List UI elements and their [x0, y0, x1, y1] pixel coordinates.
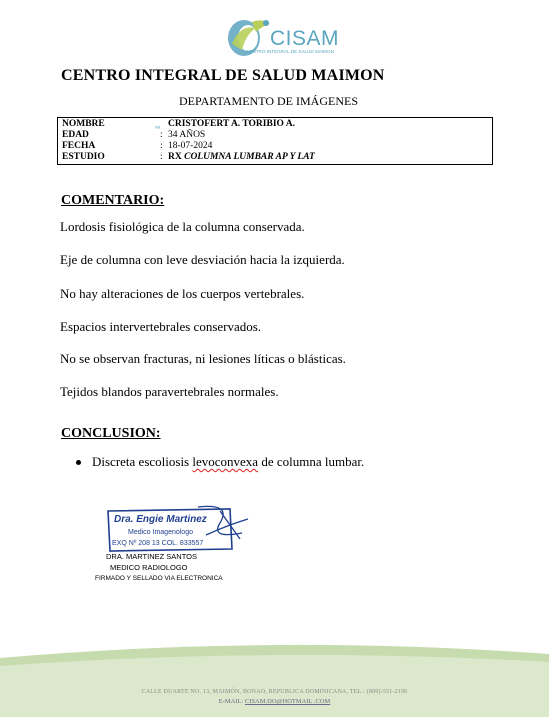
- signature-stamp: [102, 505, 252, 555]
- logo-subtitle: CENTRO INTEGRAL DE SALUD MAIMON: [246, 49, 334, 54]
- name-value: CRISTOFERT A. TORIBIO A.: [168, 119, 295, 129]
- study-prefix: RX: [168, 152, 185, 162]
- email-link[interactable]: CISAM.DO@HOTMAIL .COM: [244, 698, 331, 705]
- footer-wave: [0, 640, 549, 717]
- bullet-text-start: Discreta escoliosis: [92, 454, 193, 469]
- mini-logo-icon: ᵥᵢₐ: [155, 124, 161, 130]
- age-label: EDAD: [62, 130, 89, 140]
- comment-line: Eje de columna con leve desviación hacia la izquierda.: [60, 252, 345, 267]
- age-colon: :: [160, 130, 163, 140]
- comment-line: No se observan fracturas, ni lesiones líticas o blásticas.: [60, 351, 346, 366]
- comment-line: No hay alteraciones de los cuerpos vertebrales.: [60, 286, 305, 301]
- name-label: NOMBRE: [62, 119, 105, 129]
- date-colon: :: [160, 141, 163, 151]
- date-value: 18-07-2024: [168, 141, 213, 151]
- department-subtitle: DEPARTAMENTO DE IMÁGENES: [179, 94, 358, 108]
- study-colon: :: [160, 152, 163, 162]
- signer-name: DRA. MARTINEZ SANTOS: [106, 552, 197, 561]
- signer-title: MEDICO RADIOLOGO: [110, 563, 188, 572]
- stamp-role: Medico Imagenologo: [128, 529, 193, 536]
- email-label: E-MAIL:: [218, 698, 245, 705]
- stamp-exequatur: EXQ Nº 208 13 COL. 833557: [112, 540, 204, 547]
- bullet-text-end: de columna lumbar.: [258, 454, 365, 469]
- date-label: FECHA: [62, 141, 96, 151]
- study-value: [168, 152, 315, 163]
- conclusion-heading: CONCLUSION:: [61, 426, 161, 441]
- comment-line: Tejidos blandos paravertebrales normales.: [60, 384, 279, 399]
- comment-heading: COMENTARIO:: [61, 193, 165, 208]
- signed-note: FIRMADO Y SELLADO VIA ELECTRONICA: [95, 575, 223, 582]
- spellcheck-flagged-word: levoconvexa: [192, 454, 259, 469]
- bullet-icon: [76, 460, 81, 465]
- patient-info-box: [57, 117, 493, 165]
- comment-line: Lordosis fisiológica de la columna conservada.: [60, 219, 305, 234]
- comment-line: Espacios intervertebrales conservados.: [60, 319, 262, 334]
- footer-email-line: [0, 698, 549, 705]
- stamp-name: Dra. Engie Martinez: [114, 514, 207, 525]
- institution-title: CENTRO INTEGRAL DE SALUD MAIMON: [61, 67, 385, 84]
- conclusion-bullet-item: [76, 454, 364, 470]
- study-name: COLUMNA LUMBAR AP Y LAT: [184, 152, 315, 162]
- footer-address: CALLE DUARTE NO. 13, MAIMÓN, BONAO, REPUBLICA DOMINICANA, TEL.: (809)-551-2196: [141, 689, 408, 695]
- study-label: ESTUDIO: [62, 152, 105, 162]
- logo-wordmark: CISAM: [270, 27, 340, 50]
- age-value: 34 AÑOS: [168, 130, 206, 140]
